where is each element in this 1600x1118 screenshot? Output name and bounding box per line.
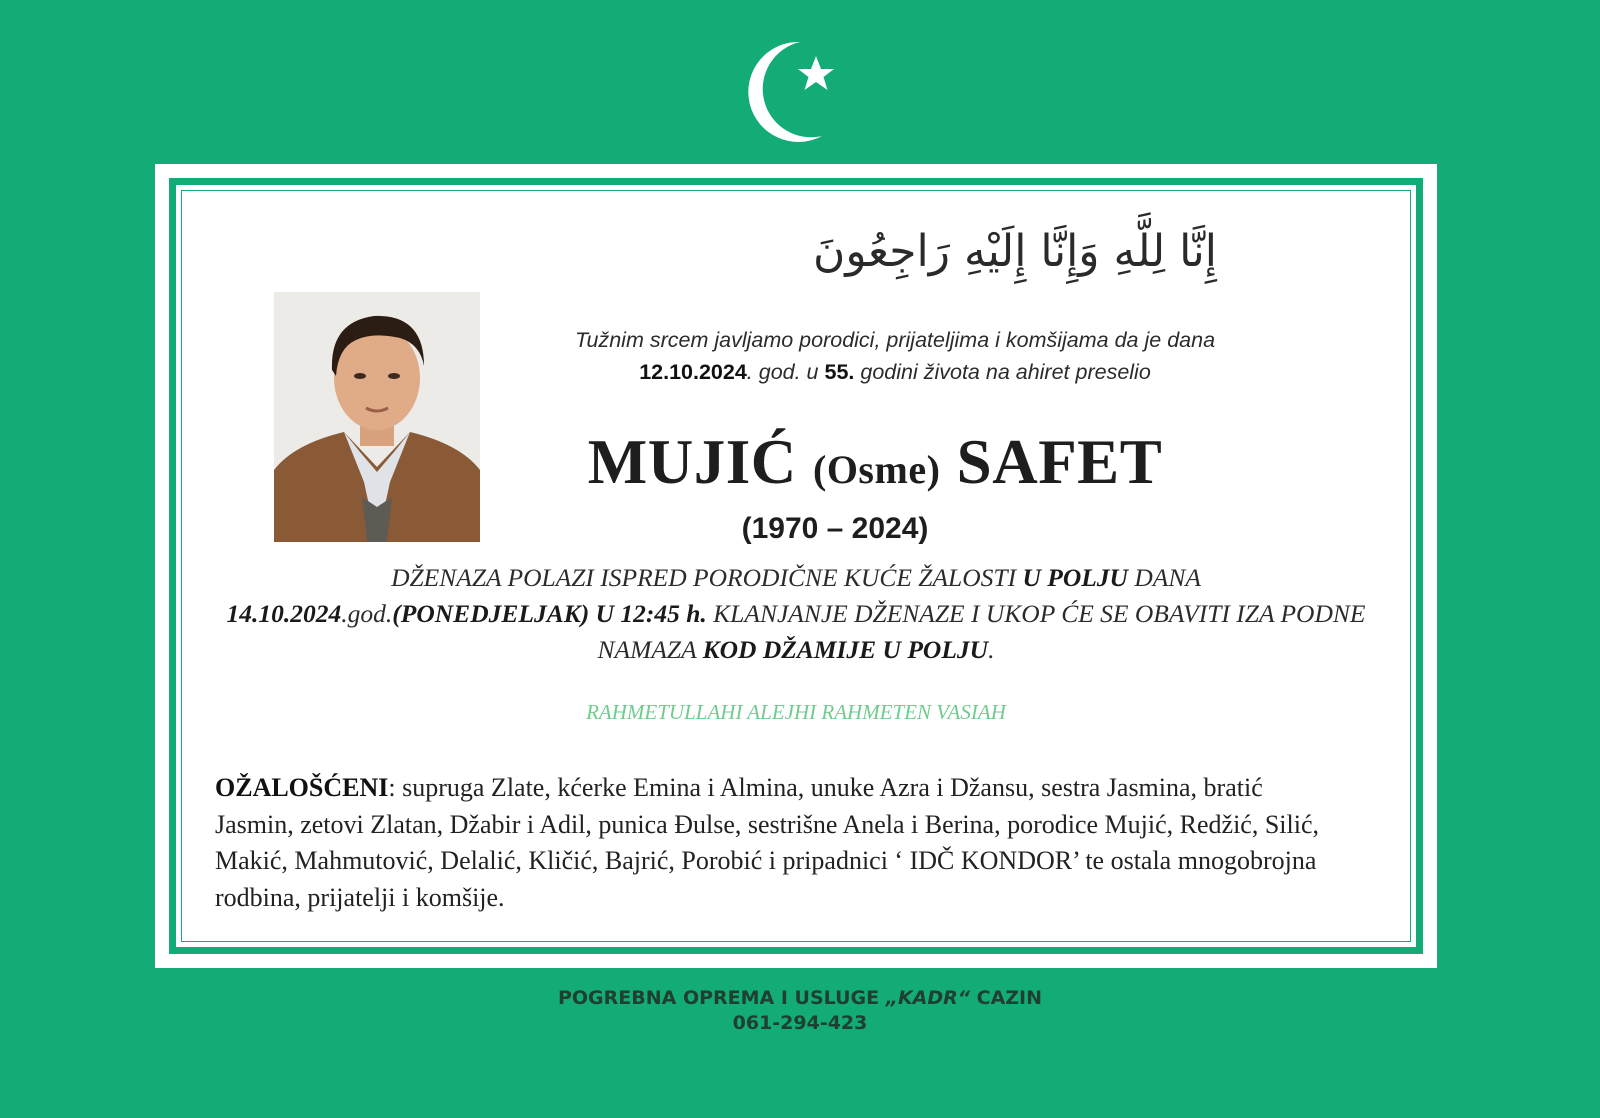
funeral-date: 14.10.2024 <box>226 599 342 628</box>
funeral-details: DŽENAZA POLAZI ISPRED PORODIČNE KUĆE ŽALOSTI U POLJU DANA 14.10.2024.god.(PONEDJELJAK) U 12:45 h. KLANJANJE DŽENAZE I UKOP ĆE SE OBAVITI IZA PODNE NAMAZA KOD DŽAMIJE U POLJU. <box>226 563 1366 664</box>
announcement-line-1: Tužnim srcem javljamo porodici, prijateljima i komšijama da je dana <box>574 328 1216 352</box>
obituary-card <box>155 164 1437 968</box>
funeral-location: U POLJU <box>1022 563 1128 592</box>
mourners-label: OŽALOŠĆENI <box>215 773 389 802</box>
funeral-home-phone: 061-294-423 <box>732 1012 868 1034</box>
funeral-home-name: POGREBNA OPREMA I USLUGE „KADR“ CAZIN <box>557 987 1043 1009</box>
burial-place: KOD DŽAMIJE U POLJU <box>702 635 989 664</box>
announcement-line-2: 12.10.2024. god. u 55. godini života na ahiret preselio <box>639 360 1151 384</box>
prayer-text: RAHMETULLAHI ALEJHI RAHMETEN VASIAH <box>586 700 1006 724</box>
deceased-name <box>455 426 1295 499</box>
mourners-text: : supruga Zlate, kćerke Emina i Almina, unuke Azra i Džansu, sestra Jasmina, bratić Jasmin, zetovi Zlatan, Džabir i Adil, punica Đulse, sestrišne Anela i Berina, porodice Mujić, Redžić, Silić, Makić, Mahmutović, Delalić, Kličić, Bajrić, Porobić i pripadnici ‘ IDČ KONDOR’ te ostala mnogobrojna rodbina, prijatelji i komšije. <box>215 773 1320 912</box>
age: 55. <box>824 360 855 384</box>
arabic-verse: إِنَّا لِلَّهِ وَإِنَّا إِلَيْهِ رَاجِعُونَ <box>813 226 1217 277</box>
funeral-home-footer <box>0 986 1600 1036</box>
life-years: (1970 – 2024) <box>741 512 929 545</box>
father-name: (Osme) <box>813 447 941 492</box>
death-date: 12.10.2024 <box>639 360 747 384</box>
announcement-text <box>485 324 1305 388</box>
funeral-day-time: (PONEDJELJAK) U 12:45 h. <box>392 599 707 628</box>
first-name: SAFET <box>956 427 1163 497</box>
mourners-list <box>215 770 1345 916</box>
crescent-star-icon <box>738 36 850 144</box>
surname: MUJIĆ <box>587 427 797 497</box>
portrait-photo <box>274 292 480 542</box>
